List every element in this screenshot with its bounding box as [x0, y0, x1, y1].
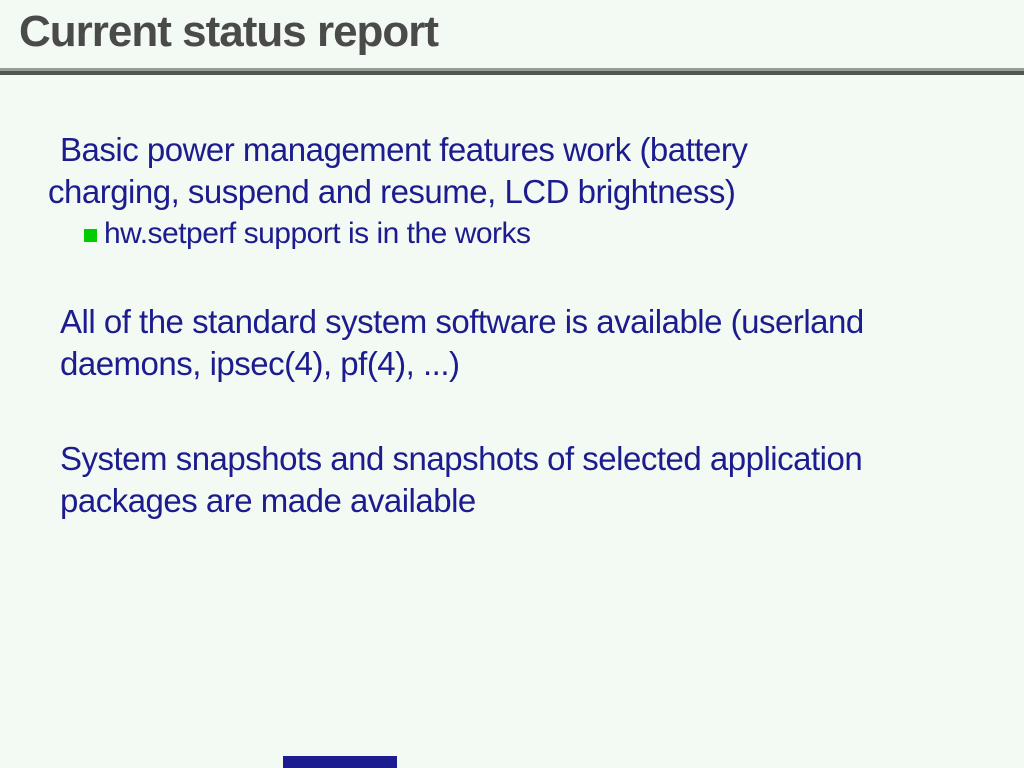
sub-bullet-1-text: hw.setperf support is in the works — [104, 217, 531, 250]
bullet-2-line-2: daemons, ipsec(4), pf(4), ...) — [60, 345, 460, 382]
green-square-bullet-icon — [84, 229, 97, 242]
bullet-2-line-1: All of the standard system software is available (userland — [60, 303, 864, 340]
bullet-3-line-2: packages are made available — [60, 482, 476, 519]
title-divider — [0, 68, 1024, 75]
bullet-1-line-1: Basic power management features work (battery — [60, 131, 748, 168]
bullet-3-line-1: System snapshots and snapshots of selected application — [60, 440, 863, 477]
bullet-1-line-2: charging, suspend and resume, LCD brightness) — [48, 173, 736, 210]
slide-progress-bar — [283, 756, 397, 768]
slide-title: Current status report — [19, 7, 439, 56]
title-divider-dark-line — [0, 71, 1024, 75]
